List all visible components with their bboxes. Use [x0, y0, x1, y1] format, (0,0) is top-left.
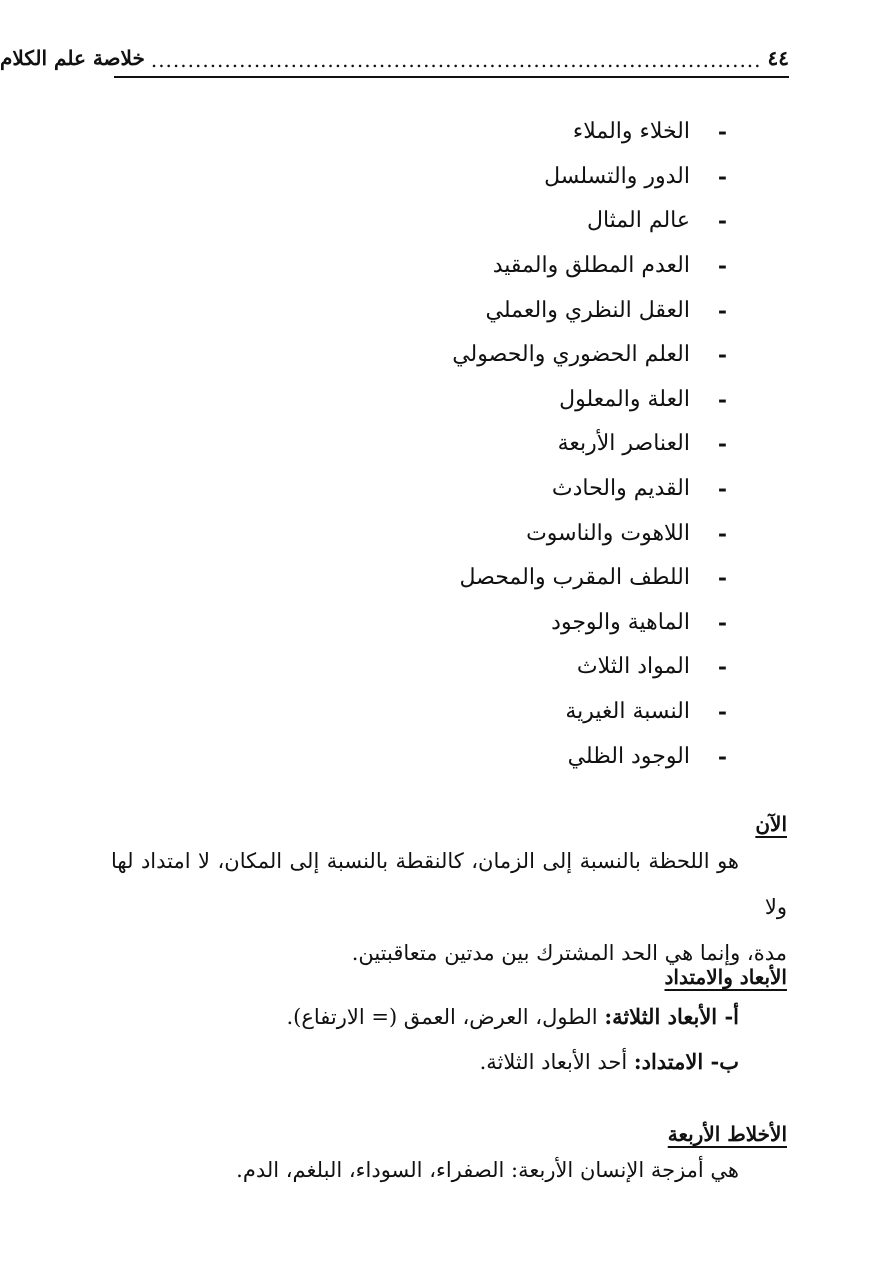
list-item [452, 690, 727, 735]
item-b-label: ب- الامتداد: [633, 1049, 739, 1074]
list-item [452, 244, 727, 289]
bullet-dash: - [717, 609, 727, 636]
term-text: عالم المثال [586, 208, 690, 234]
list-item [452, 155, 727, 200]
list-item [452, 556, 727, 601]
book-title: خلاصة علم الكلام [0, 46, 145, 70]
leader-dots: ................................................................................... [150, 48, 762, 72]
list-item [452, 378, 727, 423]
bullet-dash: - [717, 743, 727, 770]
term-text: اللاهوت والناسوت [526, 520, 690, 546]
bullet-dash: - [717, 342, 727, 369]
definition-line-1: هو اللحظة بالنسبة إلى الزمان، كالنقطة بالنسبة إلى المكان، لا امتداد لها ولا [111, 849, 787, 919]
section-title-abaad: الأبعاد والامتداد [664, 965, 787, 989]
list-item [452, 467, 727, 512]
item-a-text: الطول، العرض، العمق (= الارتفاع). [286, 1005, 605, 1029]
bullet-dash: - [717, 654, 727, 681]
bullet-dash: - [717, 699, 727, 726]
list-item [452, 110, 727, 155]
list-item [452, 199, 727, 244]
bullet-dash: - [717, 431, 727, 458]
item-b-text: أحد الأبعاد الثلاثة. [479, 1050, 634, 1074]
term-list [452, 110, 727, 779]
term-text: العلم الحضوري والحصولي [452, 342, 690, 368]
term-text: النسبة الغيرية [565, 699, 690, 725]
bullet-dash: - [717, 565, 727, 592]
bullet-dash: - [717, 476, 727, 503]
term-text: العدم المطلق والمقيد [492, 253, 690, 279]
term-text: الماهية والوجود [551, 609, 690, 635]
term-text: المواد الثلاث [576, 654, 690, 680]
term-text: العلة والمعلول [559, 386, 690, 412]
item-a [286, 1004, 739, 1029]
list-item [452, 601, 727, 646]
term-text: القديم والحادث [551, 476, 690, 502]
definition-alaan [111, 838, 787, 976]
bullet-dash: - [717, 386, 727, 413]
term-text: اللطف المقرب والمحصل [459, 565, 690, 591]
bullet-dash: - [717, 208, 727, 235]
definition-akhlat: هي أمزجة الإنسان الأربعة: الصفراء، السوداء، البلغم، الدم. [236, 1158, 739, 1182]
definition-line-2: مدة، وإنما هي الحد المشترك بين مدتين متعاقبتين. [351, 941, 787, 965]
list-item [452, 422, 727, 467]
bullet-dash: - [717, 253, 727, 280]
list-item [452, 511, 727, 556]
page-number: ٤٤ [767, 46, 789, 70]
term-text: الدور والتسلسل [544, 163, 690, 189]
list-item [452, 288, 727, 333]
bullet-dash: - [717, 163, 727, 190]
bullet-dash: - [717, 297, 727, 324]
term-text: العقل النظري والعملي [485, 297, 690, 323]
bullet-dash: - [717, 119, 727, 146]
term-text: الوجود الظلي [567, 743, 690, 769]
bullet-dash: - [717, 520, 727, 547]
section-title-akhlat: الأخلاط الأربعة [667, 1122, 787, 1146]
running-header [0, 38, 789, 78]
section-title-alaan: الآن [755, 812, 787, 836]
term-text: العناصر الأربعة [557, 431, 690, 457]
item-b [480, 1049, 739, 1074]
term-text: الخلاء والملاء [572, 119, 690, 145]
item-a-label: أ- الأبعاد الثلاثة: [604, 1004, 739, 1029]
list-item [452, 645, 727, 690]
list-item [452, 734, 727, 779]
list-item [452, 333, 727, 378]
